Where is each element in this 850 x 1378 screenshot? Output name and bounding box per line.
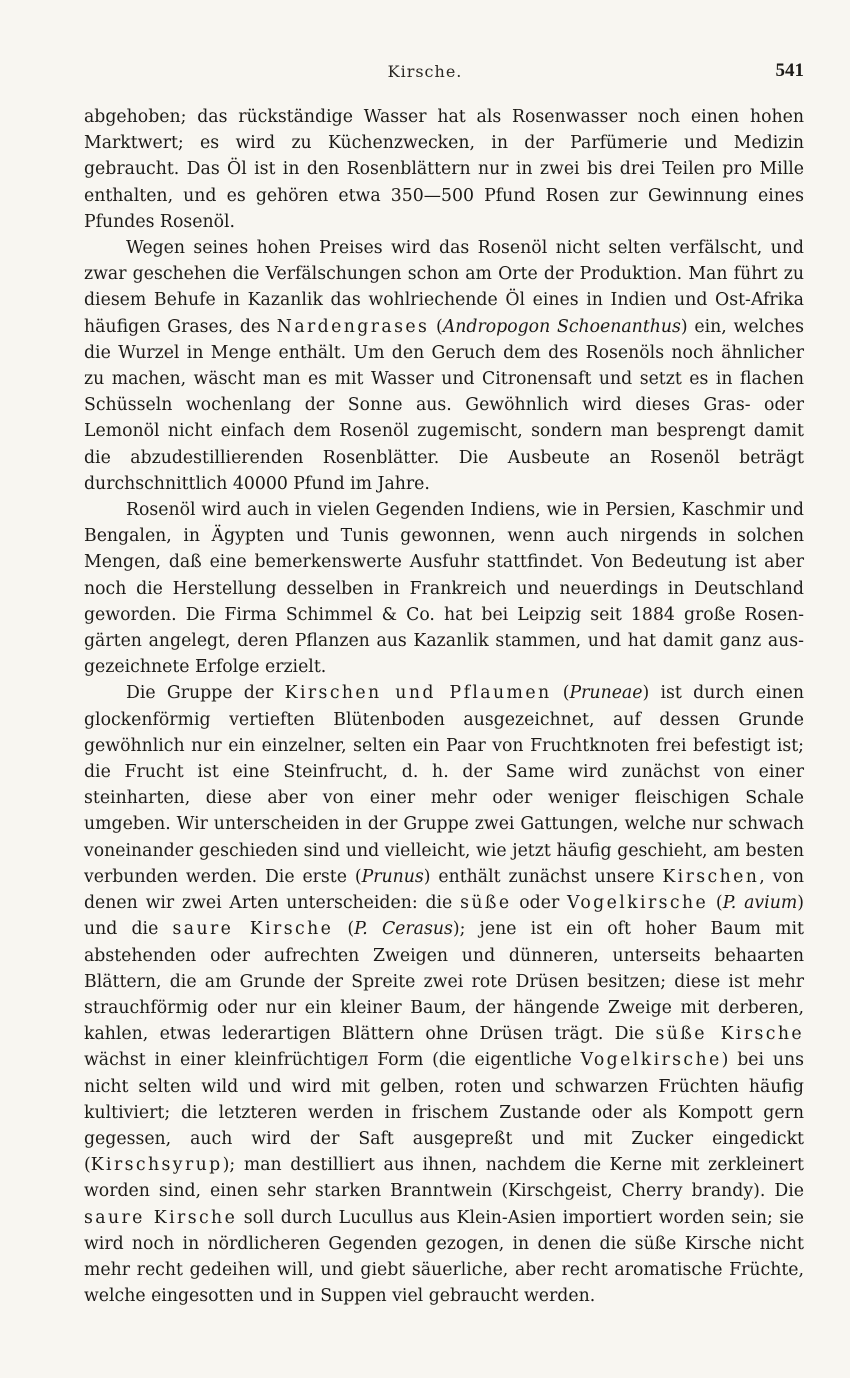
text-run: ( — [429, 316, 443, 337]
text-run: ( — [551, 683, 570, 704]
text-run: , von denen wir zwei Arten unterscheiden: die — [84, 866, 804, 914]
text-run: ( — [708, 893, 723, 914]
text-run: ) ein, welches die Wurzel in Menge enthält. Um den Geruch dem des Rosenöls noch ähnlicher zu machen, wäscht man es mit Wasser und Citronensaft und setzt es in flachen Schüsseln wochenlang der Sonne aus. Gewöhnlich wird dieses Gras- oder Lemonöl nicht einfach dem Rosenöl zugemischt, sondern man besprengt damit die abzudestillierenden Rosenblätter. Die Ausbeute an Rosenöl beträgt durchschnittlich 40000 Pfund im Jahre. — [84, 316, 804, 494]
italic-text: P. avium — [722, 893, 798, 914]
text-run: Die Gruppe der — [126, 683, 285, 704]
running-title: Kirsche. — [387, 62, 463, 81]
text-run: soll durch Lucullus aus Klein-Asien importiert worden sein; sie wird noch in nördlicheren Gegenden gezogen, in denen die süße Kirsche nicht mehr recht gedeihen will, und giebt säuerliche, aber recht aromatische Früchte, welche eingesotten und in Suppen viel gebraucht werden. — [84, 1207, 804, 1307]
text-run: Wegen seines hohen Preises wird das Rosenöl nicht selten verfälscht, und zwar geschehen die Verfälschungen schon am Orte der Produktion. Man führt zu diesem Behufe in Kazanlik das wohlriechende Öl eines in Indien und Ost-Afrika häufigen Grases, des — [84, 238, 804, 337]
spaced-emphasis: Kirschen und Pflaumen — [284, 683, 552, 704]
page-header — [0, 58, 850, 88]
text-run: ); man destilliert aus ihnen, nachdem die Kerne mit zerkleinert worden sind, einen sehr starken Branntwein (Kirschgeist, Cherry brandy). Die — [84, 1155, 804, 1202]
italic-text: P. Cerasus — [354, 919, 453, 940]
text-run: ) und die — [84, 893, 804, 940]
text-run: ) ist durch einen glockenförmig vertieften Blütenboden ausgezeichnet, auf dessen Grunde gewöhnlich nur ein einzelner, selten ein Paar von Fruchtknoten frei befestigt ist; die Frucht ist eine Steinfrucht, d. h. der Same wird zunächst von einer steinharten, diese aber von einer mehr oder weniger fleischigen Schale umgeben. Wir unterscheiden in der Gruppe zwei Gattungen, welche nur schwach voneinander geschieden sind und vielleicht, wie jetzt häufig geschieht, am besten verbunden werden. Die erste ( — [84, 683, 804, 887]
text-run: ); jene ist ein oft hoher Baum mit abstehenden oder aufrechten Zweigen und dünneren, unterseits behaarten Blättern, die am Grunde der Spreite zwei rote Drüsen besitzen; diese ist mehr strauchförmig oder nur ein kleiner Baum, der hängende Zweige mit derberen, kahlen, etwas lederartigen Blättern ohne Drüsen trägt. Die — [84, 919, 804, 1045]
spaced-emphasis: Vogelkirsche — [580, 1050, 722, 1071]
spaced-emphasis: Vogelkirsche — [567, 893, 709, 914]
spaced-emphasis: süße Kirsche — [655, 1024, 804, 1045]
text-run: ) bei uns nicht selten wild und wird mit gelben, roten und schwarzen Früchten häufig kultiviert; die letzteren werden in frischem Zustande oder als Kompott gern gegessen, auch wird der Saft ausgepreßt und mit Zucker eingedickt ( — [84, 1050, 804, 1176]
body-text — [84, 104, 804, 1309]
text-run: Rosenöl wird auch in vielen Gegenden Indiens, wie in Persien, Kaschmir und Bengalen, in Ägypten und Tunis gewonnen, wenn auch nirgends in solchen Mengen, daß eine bemerkenswerte Ausfuhr stattfindet. Von Bedeutung ist aber noch die Herstellung desselben in Frankreich und neuerdings in Deutschland geworden. Die Firma Schimmel & Co. hat bei Leipzig seit 1884 große Rosengärten angelegt, deren Pflanzen aus Kazanlik stammen, und hat damit ganz ausgezeichnete Erfolge erzielt. — [84, 500, 804, 678]
paragraph — [84, 497, 804, 680]
paragraph — [84, 104, 804, 235]
text-run: oder — [511, 893, 568, 914]
italic-text: Andropogon Schoenanthus — [442, 316, 681, 337]
page-number: 541 — [775, 60, 804, 81]
text-run: wächst in einer kleinfrüchtigeл Form (die eigentliche — [84, 1050, 581, 1071]
text-run: ( — [333, 919, 355, 940]
text-run: abgehoben; das rückständige Wasser hat als Rosenwasser noch einen hohen Marktwert; es wird zu Küchenzwecken, in der Parfümerie und Medizin gebraucht. Das Öl ist in den Rosenblättern nur in zwei bis drei Teilen pro Mille enthalten, und es gehören etwa 350—500 Pfund Rosen zur Gewinnung eines Pfundes Rosenöl. — [84, 107, 804, 232]
italic-text: Prunus — [361, 866, 424, 887]
spaced-emphasis: saure Kirsche — [172, 919, 334, 940]
paragraph — [84, 235, 804, 497]
spaced-emphasis: saure Kirsche — [84, 1207, 238, 1228]
spaced-emphasis: Nardengrases — [276, 316, 430, 337]
spaced-emphasis: Kirschsyrup — [90, 1155, 223, 1176]
spaced-emphasis: Kirschen — [662, 866, 760, 887]
paragraph — [84, 680, 804, 1309]
text-run: ) enthält zunächst unsere — [423, 866, 663, 887]
italic-text: Pruneae — [569, 683, 643, 704]
spaced-emphasis: süße — [460, 893, 512, 914]
